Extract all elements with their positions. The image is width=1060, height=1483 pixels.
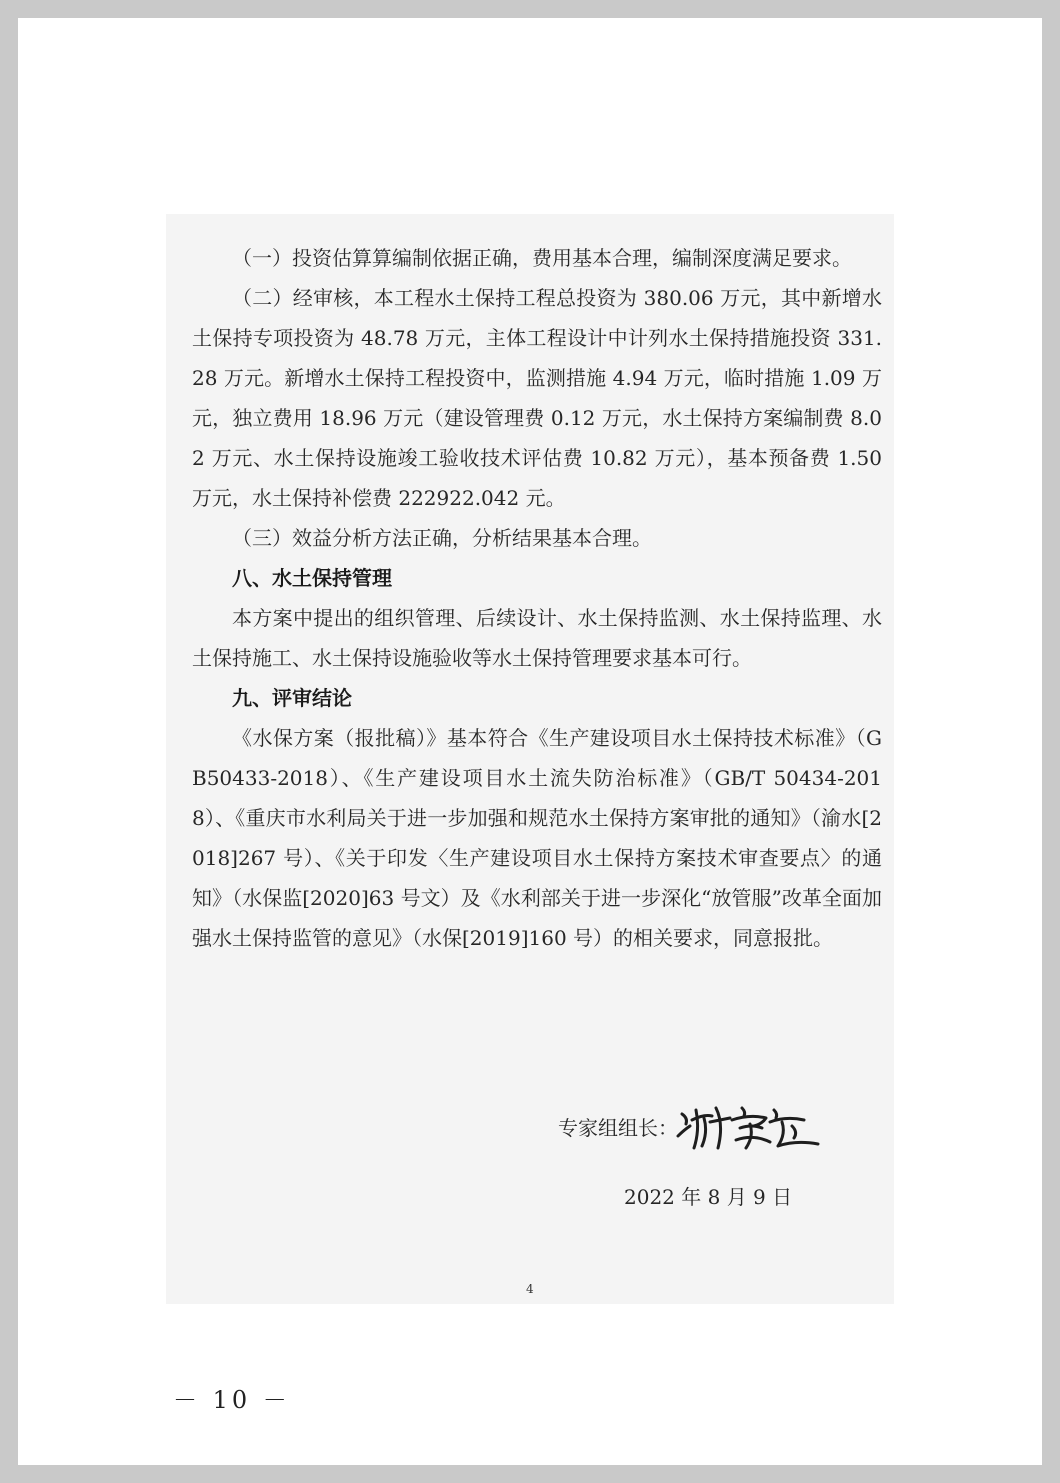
signature-label: 专家组组长： — [558, 1116, 678, 1140]
document-page-number: － 10 － — [173, 1386, 291, 1414]
signature-block — [558, 1100, 848, 1152]
section-heading-management: 八、水土保持管理 — [232, 566, 392, 590]
paragraph-investment-basis: （一）投资估算算编制依据正确，费用基本合理，编制深度满足要求。 — [232, 246, 852, 270]
signature-date: 2022 年 8 月 9 日 — [624, 1185, 793, 1209]
scan-page-number: 4 — [526, 1282, 534, 1296]
document-page — [18, 18, 1042, 1465]
section-heading-conclusion: 九、评审结论 — [232, 686, 352, 710]
body-text — [192, 238, 882, 958]
paragraph-benefit-analysis: （三）效益分析方法正确，分析结果基本合理。 — [232, 526, 652, 550]
paragraph-conclusion: 《水保方案（报批稿）》基本符合《生产建设项目水土保持技术标准》（GB50433-2018）、《生产建设项目水土流失防治标准》（GB/T 50434-2018）、《重庆市水利局关于进一步加强和规范水土保持方案审批的通知》（渝水[2018]267 号）、《关于印发〈生产建设项目水土保持方案技术审查要点〉的通知》（水保监[2020]63 号文）及《水利部关于进一步深化“放管服”改革全面加强水土保持监管的意见》（水保[2019]160 号）的相关要求，同意报批。 — [192, 726, 882, 950]
handwritten-signature-icon — [674, 1100, 824, 1152]
paragraph-investment-total: （二）经审核，本工程水土保持工程总投资为 380.06 万元，其中新增水土保持专项投资为 48.78 万元，主体工程设计中计列水土保持措施投资 331.28 万元。新增水土保持工程投资中，监测措施 4.94 万元，临时措施 1.09 万元，独立费用 18.96 万元（建设管理费 0.12 万元，水土保持方案编制费 8.02 万元、水土保持设施竣工验收技术评估费 10.82 万元），基本预备费 1.50 万元，水土保持补偿费 222922.042 元。 — [192, 286, 882, 510]
paragraph-management: 本方案中提出的组织管理、后续设计、水土保持监测、水土保持监理、水土保持施工、水土保持设施验收等水土保持管理要求基本可行。 — [192, 606, 882, 670]
